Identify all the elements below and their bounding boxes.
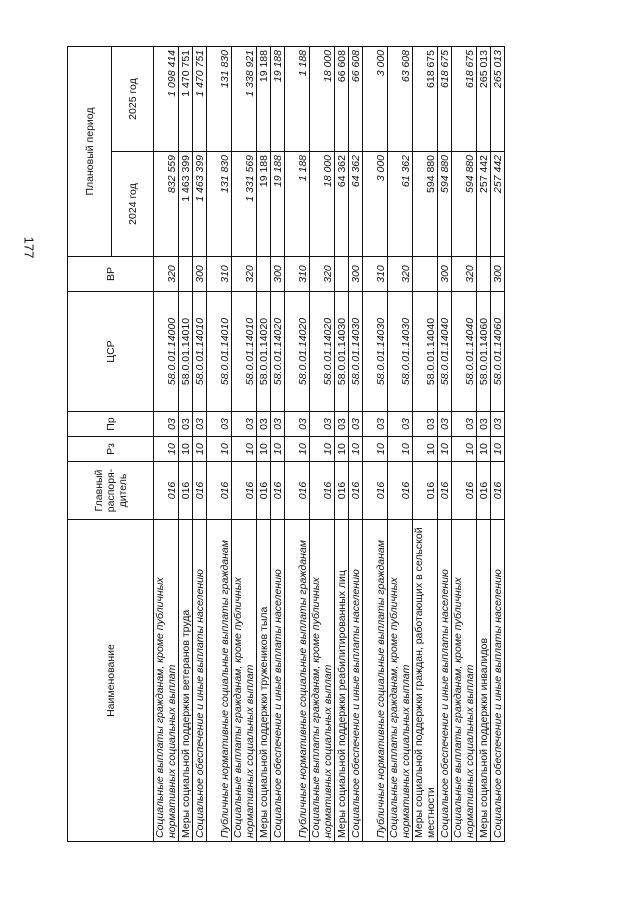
cell-vr: 300: [193, 257, 207, 292]
table-row: [207, 47, 232, 842]
cell-name: Публичные нормативные социальные выплаты гражданам: [285, 520, 310, 842]
cell-vr: 300: [349, 257, 363, 292]
cell-rz: 10: [271, 437, 285, 462]
cell-csr: 58.0.01.14030: [363, 292, 388, 412]
header-plan-period: Плановый период: [68, 47, 112, 257]
cell-rz: 10: [179, 437, 193, 462]
cell-grs: 016: [232, 462, 257, 520]
cell-grs: 016: [452, 462, 477, 520]
cell-grs: 016: [335, 462, 349, 520]
cell-2024: 257 442: [477, 152, 491, 257]
cell-name: Социальные выплаты гражданам, кроме публичных нормативных социальных выплат: [232, 520, 257, 842]
table-row: [477, 47, 491, 842]
cell-pr: 03: [179, 412, 193, 437]
cell-2025: 265 013: [477, 47, 491, 152]
cell-name: Меры социальной поддержки тружеников тыла: [257, 520, 271, 842]
cell-vr: [413, 257, 438, 292]
cell-csr: 58.0.01.14060: [477, 292, 491, 412]
cell-vr: [179, 257, 193, 292]
cell-2025: 66 608: [349, 47, 363, 152]
cell-grs: 016: [388, 462, 413, 520]
cell-rz: 10: [232, 437, 257, 462]
cell-pr: 03: [491, 412, 505, 437]
cell-vr: 310: [207, 257, 232, 292]
cell-csr: 58.0.01.14040: [452, 292, 477, 412]
cell-pr: 03: [193, 412, 207, 437]
cell-2024: 594 880: [413, 152, 438, 257]
cell-2025: 618 675: [452, 47, 477, 152]
table-row: [232, 47, 257, 842]
cell-rz: 10: [388, 437, 413, 462]
cell-vr: 320: [232, 257, 257, 292]
cell-vr: [477, 257, 491, 292]
header-grs: Главный распоря-дитель: [68, 462, 154, 520]
cell-csr: 58.0.01.14040: [438, 292, 452, 412]
cell-2025: 1 470 751: [179, 47, 193, 152]
page-number: 177: [21, 236, 37, 259]
cell-csr: 58.0.01.14040: [413, 292, 438, 412]
cell-2024: 64 362: [335, 152, 349, 257]
cell-name: Меры социальной поддержки реабилитированных лиц: [335, 520, 349, 842]
cell-pr: 03: [257, 412, 271, 437]
table-row: [438, 47, 452, 842]
cell-2024: 19 188: [257, 152, 271, 257]
cell-rz: 10: [310, 437, 335, 462]
cell-pr: 03: [271, 412, 285, 437]
cell-2024: 18 000: [310, 152, 335, 257]
table-row: [388, 47, 413, 842]
cell-grs: 016: [413, 462, 438, 520]
cell-2025: 1 338 921: [232, 47, 257, 152]
table-row: [363, 47, 388, 842]
cell-rz: 10: [363, 437, 388, 462]
cell-vr: 320: [452, 257, 477, 292]
cell-2024: 64 362: [349, 152, 363, 257]
cell-pr: 03: [413, 412, 438, 437]
cell-grs: 016: [154, 462, 179, 520]
budget-table-sheet: [67, 47, 583, 842]
cell-csr: 58.0.01.14020: [257, 292, 271, 412]
cell-pr: 03: [363, 412, 388, 437]
cell-name: Социальное обеспечение и иные выплаты населению: [438, 520, 452, 842]
cell-2024: 3 000: [363, 152, 388, 257]
cell-name: Меры социальной поддержки граждан, работающих в сельской местности: [413, 520, 438, 842]
cell-rz: 10: [285, 437, 310, 462]
cell-csr: 58.0.01.14060: [491, 292, 505, 412]
cell-2025: 19 188: [257, 47, 271, 152]
cell-pr: 03: [310, 412, 335, 437]
cell-2024: 131 830: [207, 152, 232, 257]
cell-csr: 58.0.01.14020: [271, 292, 285, 412]
cell-vr: [335, 257, 349, 292]
cell-pr: 03: [452, 412, 477, 437]
cell-2025: 3 000: [363, 47, 388, 152]
header-2025: 2025 год: [112, 47, 154, 152]
cell-rz: 10: [335, 437, 349, 462]
header-pr: Пр: [68, 412, 154, 437]
table-row: [257, 47, 271, 842]
cell-grs: 016: [257, 462, 271, 520]
cell-2025: 18 000: [310, 47, 335, 152]
cell-csr: 58.0.01.14010: [193, 292, 207, 412]
cell-pr: 03: [207, 412, 232, 437]
cell-pr: 03: [154, 412, 179, 437]
cell-2025: 265 013: [491, 47, 505, 152]
cell-2024: 19 188: [271, 152, 285, 257]
cell-grs: 016: [310, 462, 335, 520]
cell-2025: 63 608: [388, 47, 413, 152]
cell-2024: 1 463 399: [193, 152, 207, 257]
cell-2025: 1 188: [285, 47, 310, 152]
table-row: [452, 47, 477, 842]
cell-csr: 58.0.01.14020: [310, 292, 335, 412]
cell-name: Социальные выплаты гражданам, кроме публичных нормативных социальных выплат: [154, 520, 179, 842]
cell-name: Социальное обеспечение и иные выплаты населению: [271, 520, 285, 842]
cell-csr: 58.0.01.14030: [335, 292, 349, 412]
header-name: Наименование: [68, 520, 154, 842]
cell-vr: 310: [285, 257, 310, 292]
table-row: [335, 47, 349, 842]
cell-pr: 03: [477, 412, 491, 437]
cell-rz: 10: [257, 437, 271, 462]
cell-grs: 016: [285, 462, 310, 520]
table-row: [310, 47, 335, 842]
cell-pr: 03: [285, 412, 310, 437]
cell-csr: 58.0.01.14010: [232, 292, 257, 412]
cell-name: Публичные нормативные социальные выплаты гражданам: [363, 520, 388, 842]
cell-vr: 320: [154, 257, 179, 292]
cell-rz: 10: [193, 437, 207, 462]
table-row: [271, 47, 285, 842]
cell-vr: 300: [438, 257, 452, 292]
cell-rz: 10: [349, 437, 363, 462]
cell-2025: 131 830: [207, 47, 232, 152]
table-row: [154, 47, 179, 842]
cell-pr: 03: [349, 412, 363, 437]
cell-vr: [257, 257, 271, 292]
cell-2025: 19 188: [271, 47, 285, 152]
cell-csr: 58.0.01.14000: [154, 292, 179, 412]
cell-name: Социальное обеспечение и иные выплаты населению: [193, 520, 207, 842]
cell-csr: 58.0.01.14010: [207, 292, 232, 412]
cell-2024: 832 559: [154, 152, 179, 257]
cell-name: Меры социальной поддержки ветеранов труда: [179, 520, 193, 842]
table-row: [193, 47, 207, 842]
cell-grs: 016: [477, 462, 491, 520]
table-row: [285, 47, 310, 842]
cell-2025: 618 675: [438, 47, 452, 152]
cell-name: Социальные выплаты гражданам, кроме публичных нормативных социальных выплат: [388, 520, 413, 842]
budget-table: [67, 46, 505, 842]
header-vr: ВР: [68, 257, 154, 292]
cell-rz: 10: [154, 437, 179, 462]
table-row: [491, 47, 505, 842]
cell-pr: 03: [335, 412, 349, 437]
cell-2024: 1 463 399: [179, 152, 193, 257]
cell-name: Социальные выплаты гражданам, кроме публичных нормативных социальных выплат: [310, 520, 335, 842]
cell-grs: 016: [179, 462, 193, 520]
cell-pr: 03: [438, 412, 452, 437]
cell-csr: 58.0.01.14010: [179, 292, 193, 412]
header-csr: ЦСР: [68, 292, 154, 412]
cell-2025: 1 098 414: [154, 47, 179, 152]
cell-name: Публичные нормативные социальные выплаты гражданам: [207, 520, 232, 842]
cell-rz: 10: [491, 437, 505, 462]
cell-grs: 016: [193, 462, 207, 520]
cell-vr: 310: [363, 257, 388, 292]
cell-rz: 10: [413, 437, 438, 462]
cell-2024: 257 442: [491, 152, 505, 257]
cell-2024: 1 188: [285, 152, 310, 257]
cell-grs: 016: [491, 462, 505, 520]
cell-2024: 594 880: [438, 152, 452, 257]
cell-rz: 10: [452, 437, 477, 462]
cell-2024: 61 362: [388, 152, 413, 257]
cell-rz: 10: [477, 437, 491, 462]
cell-csr: 58.0.01.14030: [388, 292, 413, 412]
header-2024: 2024 год: [112, 152, 154, 257]
cell-vr: 320: [388, 257, 413, 292]
table-row: [413, 47, 438, 842]
cell-2025: 618 675: [413, 47, 438, 152]
cell-name: Социальные выплаты гражданам, кроме публичных нормативных социальных выплат: [452, 520, 477, 842]
cell-grs: 016: [438, 462, 452, 520]
table-row: [349, 47, 363, 842]
cell-grs: 016: [363, 462, 388, 520]
cell-vr: 320: [310, 257, 335, 292]
cell-grs: 016: [207, 462, 232, 520]
cell-name: Социальное обеспечение и иные выплаты населению: [349, 520, 363, 842]
cell-grs: 016: [349, 462, 363, 520]
cell-csr: 58.0.01.14020: [285, 292, 310, 412]
cell-2024: 594 880: [452, 152, 477, 257]
cell-rz: 10: [207, 437, 232, 462]
table-header: [68, 47, 154, 842]
cell-vr: 300: [491, 257, 505, 292]
cell-name: Социальное обеспечение и иные выплаты населению: [491, 520, 505, 842]
cell-2025: 66 608: [335, 47, 349, 152]
cell-vr: 300: [271, 257, 285, 292]
cell-2024: 1 331 569: [232, 152, 257, 257]
cell-pr: 03: [232, 412, 257, 437]
header-rz: Рз: [68, 437, 154, 462]
cell-name: Меры социальной поддержки инвалидов: [477, 520, 491, 842]
cell-rz: 10: [438, 437, 452, 462]
cell-2025: 1 470 751: [193, 47, 207, 152]
cell-grs: 016: [271, 462, 285, 520]
cell-csr: 58.0.01.14030: [349, 292, 363, 412]
table-row: [179, 47, 193, 842]
cell-pr: 03: [388, 412, 413, 437]
table-body: [154, 47, 505, 842]
